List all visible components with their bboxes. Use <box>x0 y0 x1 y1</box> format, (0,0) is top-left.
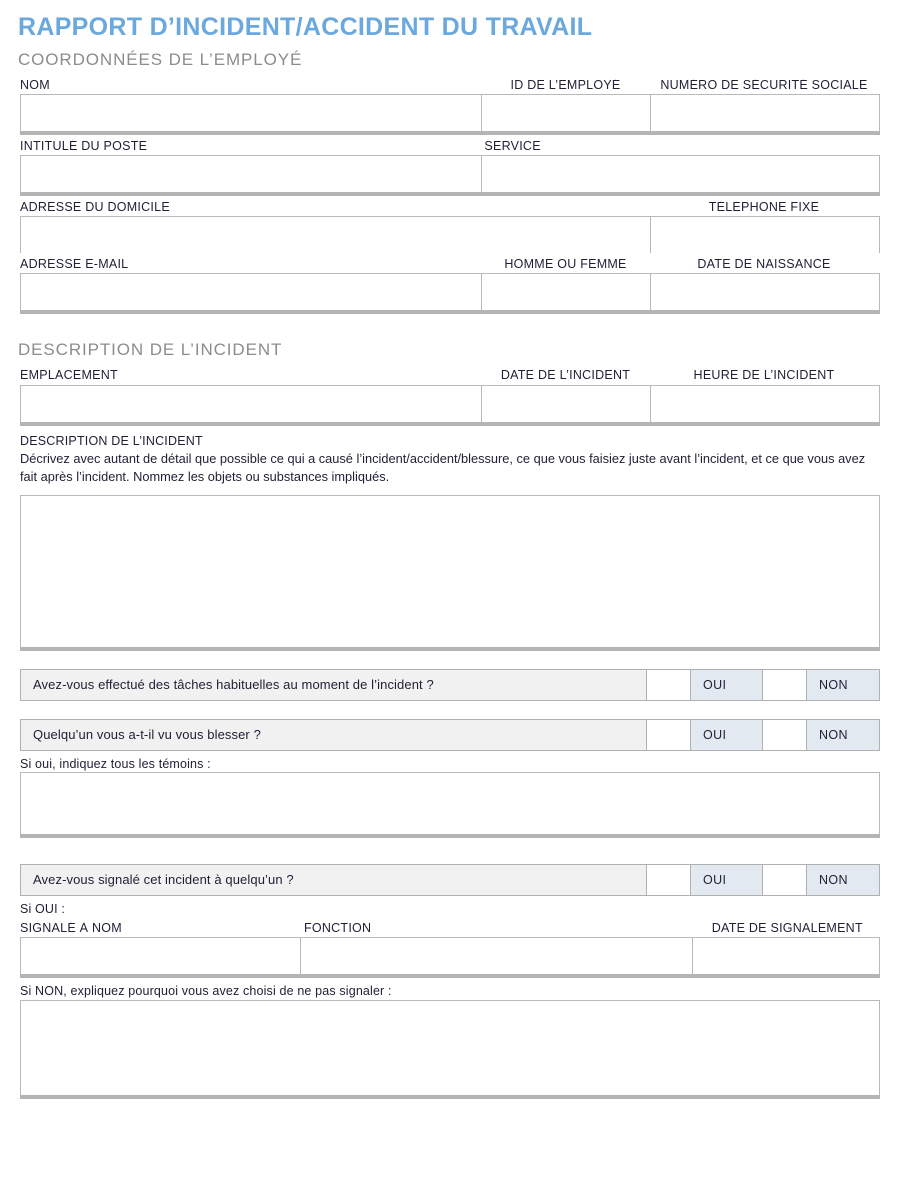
option-label-yes: OUI <box>691 720 763 750</box>
question-row-witnessed-injury <box>20 719 880 751</box>
label-if-yes: Si OUI : <box>20 901 65 916</box>
textarea-if-no-explanation[interactable] <box>20 1000 880 1095</box>
label-incident-date: DATE DE L’INCIDENT <box>500 369 631 383</box>
checkbox-reported-incident-yes[interactable] <box>647 865 691 895</box>
checkbox-reported-incident-no[interactable] <box>763 865 807 895</box>
question-text: Avez-vous effectué des tâches habituelles au moment de l’incident ? <box>21 670 647 700</box>
label-location: EMPLACEMENT <box>20 369 118 383</box>
option-label-no: NON <box>807 865 879 895</box>
label-department: SERVICE <box>484 139 541 153</box>
input-date-of-birth[interactable] <box>651 274 879 310</box>
input-location[interactable] <box>21 386 482 422</box>
input-landline-phone[interactable] <box>651 217 879 253</box>
label-employee-id: ID DE L’EMPLOYÉ <box>510 78 621 92</box>
reporting-row <box>20 917 880 974</box>
label-row <box>20 74 880 94</box>
input-employee-id[interactable] <box>482 95 651 131</box>
textarea-incident-description[interactable] <box>20 495 880 647</box>
employee-row-2 <box>20 135 880 192</box>
question-row-usual-tasks <box>20 669 880 701</box>
label-home-address: ADRESSE DU DOMICILE <box>20 200 170 214</box>
input-reported-to-name[interactable] <box>21 938 301 974</box>
checkbox-usual-tasks-yes[interactable] <box>647 670 691 700</box>
checkbox-usual-tasks-no[interactable] <box>763 670 807 700</box>
option-label-yes: OUI <box>691 670 763 700</box>
label-row <box>20 365 880 385</box>
row-divider <box>20 1095 880 1099</box>
label-social-security-number: NUMÉRO DE SÉCURITÉ SOCIALE <box>660 78 868 92</box>
label-incident-description: DESCRIPTION DE L’INCIDENT <box>20 433 203 448</box>
checkbox-witnessed-injury-yes[interactable] <box>647 720 691 750</box>
input-nom[interactable] <box>21 95 482 131</box>
input-job-title[interactable] <box>21 156 482 192</box>
input-row <box>20 385 880 422</box>
section-header-employee: COORDONNÉES DE L’EMPLOYÉ <box>18 50 303 69</box>
incident-description-instructions: Décrivez avec autant de détail que possible ce qui a causé l’incident/accident/blessure, ce que vous faisiez juste avant l’incident, et ce que vous avez fait après l’incident. Nommez les objets ou substances impliqués. <box>20 451 866 485</box>
label-email-address: ADRESSE E-MAIL <box>20 257 129 271</box>
employee-row-4 <box>20 253 880 310</box>
input-report-date[interactable] <box>693 938 879 974</box>
label-incident-time: HEURE DE L’INCIDENT <box>693 369 835 383</box>
input-row <box>20 937 880 974</box>
textarea-witnesses[interactable] <box>20 772 880 834</box>
option-label-yes: OUI <box>691 865 763 895</box>
page-title: RAPPORT D’INCIDENT/ACCIDENT DU TRAVAIL <box>18 13 593 41</box>
label-reported-to-name: SIGNALÉ À NOM <box>20 921 122 935</box>
question-text: Avez-vous signalé cet incident à quelqu’un ? <box>21 865 647 895</box>
input-row <box>20 94 880 131</box>
employee-row-1 <box>20 74 880 131</box>
input-department[interactable] <box>482 156 879 192</box>
question-row-reported-incident <box>20 864 880 896</box>
label-date-of-birth: DATE DE NAISSANCE <box>697 257 831 271</box>
input-row <box>20 155 880 192</box>
employee-row-3 <box>20 196 880 253</box>
section-header-incident: DESCRIPTION DE L’INCIDENT <box>18 340 283 360</box>
option-label-no: NON <box>807 670 879 700</box>
input-incident-time[interactable] <box>651 386 879 422</box>
label-job-title: INTITULÉ DU POSTE <box>20 139 148 153</box>
input-incident-date[interactable] <box>482 386 651 422</box>
question-text: Quelqu’un vous a-t-il vu vous blesser ? <box>21 720 647 750</box>
option-label-no: NON <box>807 720 879 750</box>
input-reported-to-function[interactable] <box>301 938 693 974</box>
incident-row-1 <box>20 365 880 422</box>
label-gender: HOMME OU FEMME <box>504 257 627 271</box>
label-landline-phone: TÉLÉPHONE FIXE <box>708 200 820 214</box>
input-gender[interactable] <box>482 274 651 310</box>
label-witnesses: Si oui, indiquez tous les témoins : <box>20 756 211 771</box>
input-social-security-number[interactable] <box>651 95 879 131</box>
input-row <box>20 216 880 253</box>
label-nom: NOM <box>20 78 50 92</box>
input-home-address[interactable] <box>21 217 651 253</box>
label-if-no: Si NON, expliquez pourquoi vous avez choisi de ne pas signaler : <box>20 984 392 999</box>
label-row <box>20 196 880 216</box>
label-report-date: DATE DE SIGNALEMENT <box>711 921 863 935</box>
input-email-address[interactable] <box>21 274 482 310</box>
input-row <box>20 273 880 310</box>
label-row <box>20 135 880 155</box>
label-reported-to-function: FONCTION <box>304 921 372 935</box>
checkbox-witnessed-injury-no[interactable] <box>763 720 807 750</box>
label-row <box>20 917 880 937</box>
label-row <box>20 253 880 273</box>
